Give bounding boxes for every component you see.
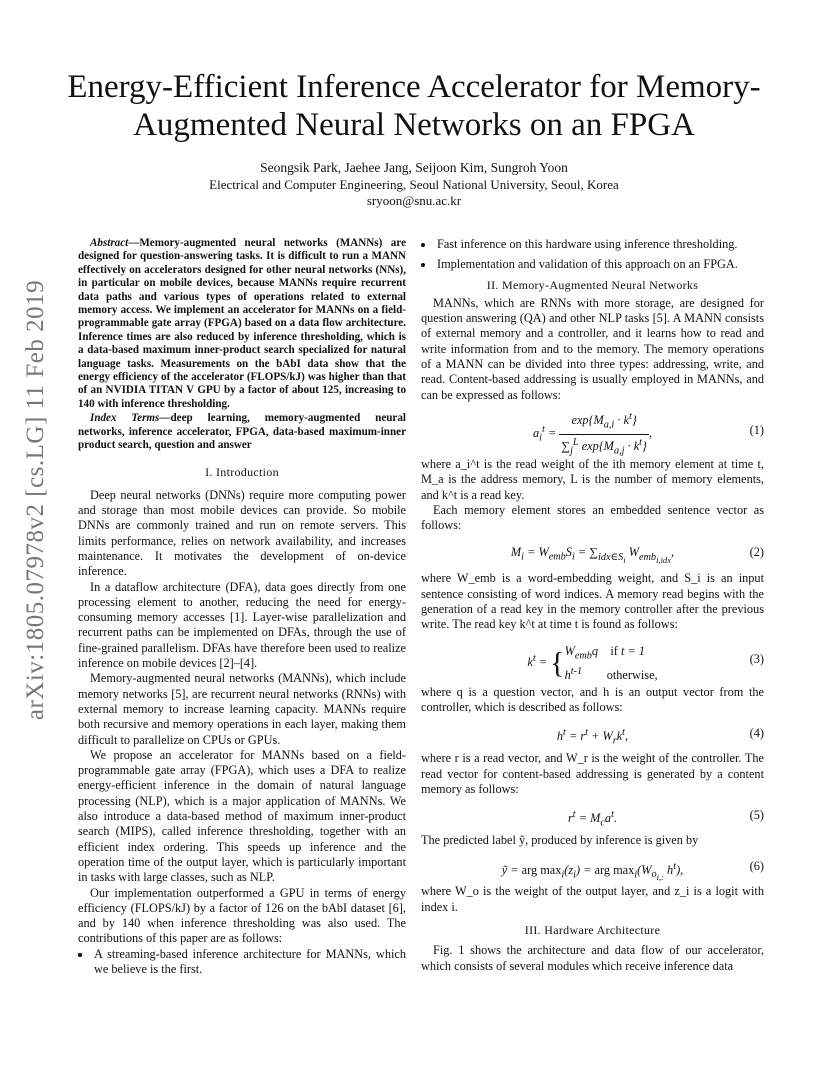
contributions-list-continued (421, 237, 764, 273)
author-block (0, 160, 828, 209)
contribution-item: • A streaming-based inference architecture for MANNs, which we believe is the first. (92, 947, 406, 978)
equation-2: $M_i = W_{emb}S_i = \sum_{idx\in S_i}$ $W_{emb_{i,idx}}$, (2) (421, 539, 764, 565)
author-names: Seongsik Park, Jaehee Jang, Seijoon Kim, Sungroh Yoon (260, 160, 568, 175)
equation-1: $a_i^t$ = $\frac{\exp\{M_{a,i} \cdot k^t\}}{\sum_j^L \exp\{M_{a,j} \cdot k^t\}}$ , (1) (421, 409, 764, 451)
equation-4: $h^t = r^t + W_rk^t$, (4) (421, 721, 764, 745)
manns-paragraph-8: where W_o is the weight of the output layer, and z_i is a logit with index i. (421, 884, 764, 914)
contribution-item: • Fast inference on this hardware using inference thresholding. (435, 237, 764, 252)
author-email: sryoon@snu.ac.kr (366, 193, 462, 208)
intro-paragraph-5: Our implementation outperformed a GPU in terms of energy efficiency (FLOPS/kJ) by a factor of 126 on the bAbI dataset [6], and by 140 when inference thresholding was also used. The contributions of this paper are as follows: (78, 885, 406, 946)
paper-title: Energy-Efficient Inference Accelerator for Memory-Augmented Neural Networks on an FPGA (67, 69, 761, 143)
equation-3: $k^t$ = { $W_{emb}q$ if t = 1 $h^{t-1}$ otherwise, (3) (421, 639, 764, 679)
abstract (78, 237, 406, 411)
manns-paragraph-5: where q is a question vector, and h is an output vector from the controller, which is described as follows: (421, 684, 764, 714)
intro-paragraph-1: Deep neural networks (DNNs) require more computing power and storage than most mobile devices can provide. So mobile DNNs are commonly trained and run on remote servers. This limits performance, relies on network availability, and increases maintenance. It motivates the development of on-device inference. (78, 487, 406, 579)
right-column (421, 237, 764, 974)
intro-paragraph-4: We propose an accelerator for MANNs based on a field-programmable gate array (FPGA), which uses a DFA to realize energy-efficient inference in the domain of natural language processing (NLP), which is a major application of MANNs. We also introduce a data-based method of maximum inner-product search (MIPS), called inference thresholding, together with an efficient index ordering. This speeds up inference and the operation time of the output layer, which is particularly important in tasks with large classes, such as NLP. (78, 747, 406, 885)
manns-paragraph-6: where r is a read vector, and W_r is the weight of the controller. The read vector for content-based addressing is generated by a content memory as follows: (421, 751, 764, 796)
index-terms (78, 412, 406, 452)
left-column (78, 237, 406, 977)
equation-number: (1) (749, 422, 764, 437)
abstract-text: —Memory-augmented neural networks (MANNs) are designed for question-answering tasks. It is difficult to run a MANN effectively on accelerators designed for other neural networks (NNs), in particular on mobile devices, because MANNs require recurrent data paths and various types of operations related to external memory access. We implement an accelerator for MANNs on a field-programmable gate array (FPGA) based on a data flow architecture. Inference times are also reduced by inference thresholding, which is a data-based maximum inner-product search specialized for natural language tasks. Measurements on the bAbI data show that the energy efficiency of the accelerator (FLOPS/kJ) was higher than that of an NVIDIA TITAN V GPU by a factor of about 125, increasing to 140 with inference thresholding. (78, 237, 406, 410)
equation-6: ỹ = arg $\max_i(z_i)$ = arg $\max_i(W_{o_{i,:}}$ $h^t$), (6) (421, 854, 764, 878)
intro-paragraph-2: In a dataflow architecture (DFA), data goes directly from one processing element to another, reducing the need for energy-consuming memory accesses [1]. Layer-wise parallelization and recurrent paths can be implemented on DFAs, through the use of fine-grained parallelism. DFAs have therefore been used to realize inference on mobile devices [2]–[4]. (78, 579, 406, 671)
index-terms-label: Index Terms (90, 412, 160, 425)
equation-number: (4) (749, 726, 764, 741)
manns-paragraph-7: The predicted label ỹ, produced by inference is given by (421, 833, 699, 848)
arxiv-stamp-text: arXiv:1805.07978v2 [cs.LG] 11 Feb 2019 (22, 279, 49, 721)
manns-paragraph-2: where a_i^t is the read weight of the ith memory element at time t, M_a is the address memory, L is the number of memory elements, and k^t is a read key. (421, 456, 764, 502)
abstract-label: Abstract (90, 237, 129, 249)
manns-paragraph-4: where W_emb is a word-embedding weight, and S_i is an input sentence consisting of word indices. A memory read begins with the generation of a read key in the memory controller after the previous write. The read key k^t at time t is found as follows: (421, 571, 764, 632)
equation-number: (5) (749, 808, 764, 823)
section-heading-hardware: III. Hardware Architecture (524, 923, 661, 938)
hardware-paragraph-1: Fig. 1 shows the architecture and data flow of our accelerator, which consists of several modules which receive inference data (421, 943, 764, 973)
contributions-list (78, 947, 406, 978)
section-heading-manns: II. Memory-Augmented Neural Networks (486, 277, 699, 292)
author-affiliation: Electrical and Computer Engineering, Seoul National University, Seoul, Korea (209, 177, 619, 192)
manns-paragraph-3: Each memory element stores an embedded sentence vector as follows: (421, 502, 764, 533)
section-heading-introduction: I. Introduction (205, 464, 279, 479)
manns-paragraph-1: MANNs, which are RNNs with more storage, are designed for question answering (QA) and other NLP tasks [5]. A MANN consists of external memory and a controller, and it learns how to read and write information from and to the memory. The memory operations of a MANN can be divided into three types: addressing, write, and read. Content-based addressing is usually employed in MANNs, and can be expressed as follows: (421, 295, 764, 402)
equation-5: $r^t = M_ca^t$. (5) (421, 803, 764, 827)
index-terms-text: —deep learning, memory-augmented neural networks, inference accelerator, FPGA, data-based maximum-inner product search, question and answer (78, 412, 406, 452)
equation-number: (2) (749, 545, 764, 560)
intro-paragraph-3: Memory-augmented neural networks (MANNs), which include memory networks [5], are recurrent neural networks (RNNs) with external memory to increase learning capacity. MANNs require both recursive and memory operations in each layer, making them difficult to parallelize on CPUs or GPUs. (78, 671, 406, 747)
equation-number: (3) (749, 651, 764, 666)
equation-number: (6) (749, 859, 764, 874)
contribution-item: • Implementation and validation of this approach on an FPGA. (435, 257, 764, 272)
